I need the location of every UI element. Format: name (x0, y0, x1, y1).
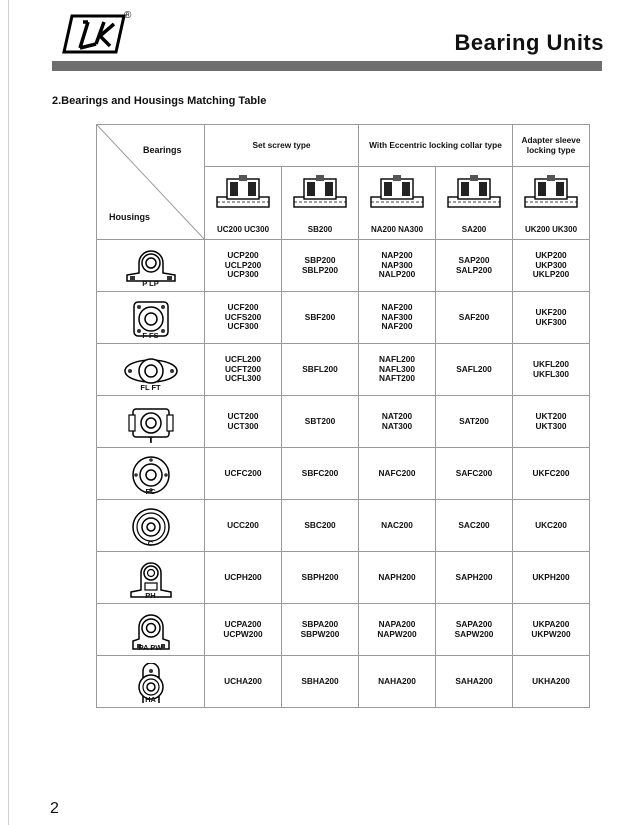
unit-code: UKPA200 (532, 618, 570, 629)
housing-cell (97, 344, 205, 396)
unit-code: UCFS200 (224, 311, 262, 322)
unit-code: SAF200 (458, 311, 490, 322)
unit-code: UCPW200 (223, 628, 263, 639)
unit-code: NAPA200 (378, 618, 416, 629)
housing-name: PH (145, 591, 156, 601)
unit-code: NAFL200 (379, 354, 415, 365)
housing-name: HA (145, 695, 156, 705)
bearing-column-header (513, 167, 590, 240)
unit-code: UKF200 (535, 306, 567, 317)
unit-code: UCFL300 (225, 373, 261, 384)
unit-code: UCT200 (227, 410, 259, 421)
unit-code: UCFT200 (225, 363, 261, 374)
unit-code-cell (205, 656, 282, 708)
table-row (97, 240, 590, 292)
unit-code: SBC200 (304, 519, 336, 530)
unit-code: UCT300 (227, 420, 259, 431)
unit-code-cell (359, 448, 436, 500)
unit-code: NAP200 (381, 250, 413, 261)
unit-code-cell (359, 396, 436, 448)
unit-code: SBF200 (304, 311, 336, 322)
unit-code-cell (282, 344, 359, 396)
housing-cell (97, 240, 205, 292)
unit-code: UCP300 (227, 269, 259, 280)
unit-code: SAP200 (458, 254, 490, 265)
unit-code: SBPW200 (300, 628, 340, 639)
bearing-column-header (436, 167, 513, 240)
unit-code: UKLP200 (532, 269, 570, 280)
group-header-set-screw: Set screw type (205, 125, 359, 167)
unit-code-cell (205, 552, 282, 604)
unit-code: SBPH200 (301, 571, 339, 582)
unit-code: SBFC200 (301, 467, 339, 478)
unit-code-cell (436, 396, 513, 448)
matching-table (96, 124, 590, 708)
unit-code: SBLP200 (302, 264, 338, 275)
unit-code-cell (282, 292, 359, 344)
unit-code: NAFT200 (379, 373, 415, 384)
bearing-code: UC200 UC300 (216, 225, 270, 235)
housing-cell (97, 448, 205, 500)
unit-code: NAF300 (381, 311, 413, 322)
unit-code-cell (205, 240, 282, 292)
table-row (97, 448, 590, 500)
unit-code-cell (359, 604, 436, 656)
unit-code-cell (205, 292, 282, 344)
section-title: 2.Bearings and Housings Matching Table (52, 95, 267, 107)
unit-code-cell (513, 240, 590, 292)
unit-code: NAP300 (381, 259, 413, 270)
housing-name: FL FT (140, 383, 161, 393)
unit-code-cell (359, 552, 436, 604)
unit-code-cell (513, 292, 590, 344)
title-bar (52, 61, 602, 71)
table-row (97, 552, 590, 604)
housing-cell (97, 552, 205, 604)
unit-code-cell (282, 448, 359, 500)
housing-cell (97, 292, 205, 344)
unit-code-cell (282, 396, 359, 448)
bearing-insert-icon (521, 171, 581, 215)
unit-code: UKT200 (535, 410, 567, 421)
unit-code-cell (205, 396, 282, 448)
unit-code-cell (513, 344, 590, 396)
housing-cell (97, 604, 205, 656)
bearing-column-header (205, 167, 282, 240)
unit-code: UCFC200 (224, 467, 262, 478)
unit-code: NAPW200 (377, 628, 417, 639)
bearing-insert-icon (290, 171, 350, 215)
page-title: Bearing Units (454, 30, 604, 55)
bearing-insert-icon (213, 171, 273, 215)
unit-code: UKC200 (535, 519, 567, 530)
unit-code-cell (513, 604, 590, 656)
housings-label: Housings (109, 212, 151, 222)
page-number: 2 (50, 800, 59, 817)
unit-code: UCPA200 (224, 618, 262, 629)
unit-code-cell (359, 500, 436, 552)
unit-code-cell (359, 240, 436, 292)
housing-name: P LP (142, 279, 159, 289)
page-margin-rule (8, 0, 9, 825)
unit-code: SAFL200 (456, 363, 492, 374)
unit-code: SAPH200 (455, 571, 493, 582)
unit-code-cell (359, 292, 436, 344)
unit-code: UKFL300 (533, 368, 569, 379)
unit-code-cell (513, 448, 590, 500)
unit-code: SAFC200 (455, 467, 493, 478)
table-row (97, 500, 590, 552)
unit-code: NALP200 (378, 269, 416, 280)
unit-code-cell (282, 656, 359, 708)
unit-code-cell (436, 344, 513, 396)
unit-code: UCLP200 (224, 259, 262, 270)
unit-code: SBPA200 (301, 618, 339, 629)
unit-code-cell (282, 500, 359, 552)
unit-code-cell (513, 656, 590, 708)
unit-code: NAPH200 (378, 571, 416, 582)
unit-code: UCFL200 (225, 354, 261, 365)
unit-code-cell (436, 552, 513, 604)
unit-code: UKT300 (535, 420, 567, 431)
unit-code: SAHA200 (455, 675, 493, 686)
unit-code: UCHA200 (224, 675, 262, 686)
unit-code-cell (436, 448, 513, 500)
unit-code: UKP300 (535, 259, 567, 270)
unit-code: SAPW200 (454, 628, 494, 639)
table-row (97, 656, 590, 708)
unit-code: SBT200 (304, 415, 336, 426)
unit-code-cell (513, 552, 590, 604)
unit-code: NAC200 (381, 519, 413, 530)
bearing-code: SA200 (461, 225, 487, 235)
unit-code: UKFL200 (533, 358, 569, 369)
table-row (97, 292, 590, 344)
bearings-label: Bearings (143, 145, 182, 155)
housing-name: FC (145, 487, 156, 497)
unit-code-cell (205, 604, 282, 656)
unit-code: NAF200 (381, 321, 413, 332)
housing-name: T (148, 435, 153, 445)
bearing-code: SB200 (307, 225, 333, 235)
unit-code-cell (282, 604, 359, 656)
housing-cell (97, 396, 205, 448)
unit-code: UCC200 (227, 519, 259, 530)
unit-code: SBFL200 (302, 363, 338, 374)
registered-mark: ® (124, 10, 132, 21)
unit-code: UKPH200 (532, 571, 570, 582)
unit-code-cell (436, 656, 513, 708)
unit-code: NAFL300 (379, 363, 415, 374)
table-row (97, 344, 590, 396)
bearing-column-header (282, 167, 359, 240)
unit-code-cell (436, 604, 513, 656)
housing-name: C (147, 539, 154, 549)
lk-logo-icon (62, 14, 126, 54)
unit-code-cell (282, 552, 359, 604)
unit-code: UKFC200 (532, 467, 570, 478)
bearing-column-header (359, 167, 436, 240)
housing-cell (97, 500, 205, 552)
unit-code: NAHA200 (378, 675, 416, 686)
table-row (97, 396, 590, 448)
table-row (97, 604, 590, 656)
unit-code-cell (205, 500, 282, 552)
unit-code-cell (205, 448, 282, 500)
unit-code-cell (205, 344, 282, 396)
unit-code: UCPH200 (224, 571, 262, 582)
unit-code: UCF300 (227, 321, 259, 332)
bearing-code: NA200 NA300 (370, 225, 424, 235)
unit-code: SAC200 (458, 519, 490, 530)
unit-code: SALP200 (456, 264, 492, 275)
unit-code-cell (282, 240, 359, 292)
bearing-insert-icon (444, 171, 504, 215)
unit-code: SAPA200 (455, 618, 493, 629)
unit-code-cell (513, 500, 590, 552)
unit-code: NAT200 (381, 410, 413, 421)
unit-code: NAF200 (381, 302, 413, 313)
unit-code: UCF200 (227, 302, 259, 313)
unit-code-cell (513, 396, 590, 448)
unit-code-cell (359, 344, 436, 396)
group-header-eccentric: With Eccentric locking collar type (359, 125, 513, 167)
corner-header-cell (97, 125, 205, 240)
group-header-adapter: Adapter sleeve locking type (513, 125, 590, 167)
unit-code: SBP200 (304, 254, 336, 265)
unit-code-cell (436, 240, 513, 292)
unit-code: NAT300 (381, 420, 413, 431)
bearing-insert-icon (367, 171, 427, 215)
unit-code-cell (436, 292, 513, 344)
bearing-code: UK200 UK300 (524, 225, 578, 235)
unit-code: UKF300 (535, 316, 567, 327)
unit-code: SBHA200 (301, 675, 339, 686)
unit-code: NAFC200 (378, 467, 416, 478)
unit-code: UCP200 (227, 250, 259, 261)
unit-code: UKHA200 (532, 675, 570, 686)
housing-cell (97, 656, 205, 708)
corner-diagonal (97, 125, 205, 240)
housing-name: PA PW (138, 643, 163, 653)
unit-code-cell (436, 500, 513, 552)
unit-code-cell (359, 656, 436, 708)
unit-code: UKP200 (535, 250, 567, 261)
unit-code: SAT200 (459, 415, 489, 426)
housing-name: F FS (142, 331, 159, 341)
unit-code: UKPW200 (531, 628, 571, 639)
